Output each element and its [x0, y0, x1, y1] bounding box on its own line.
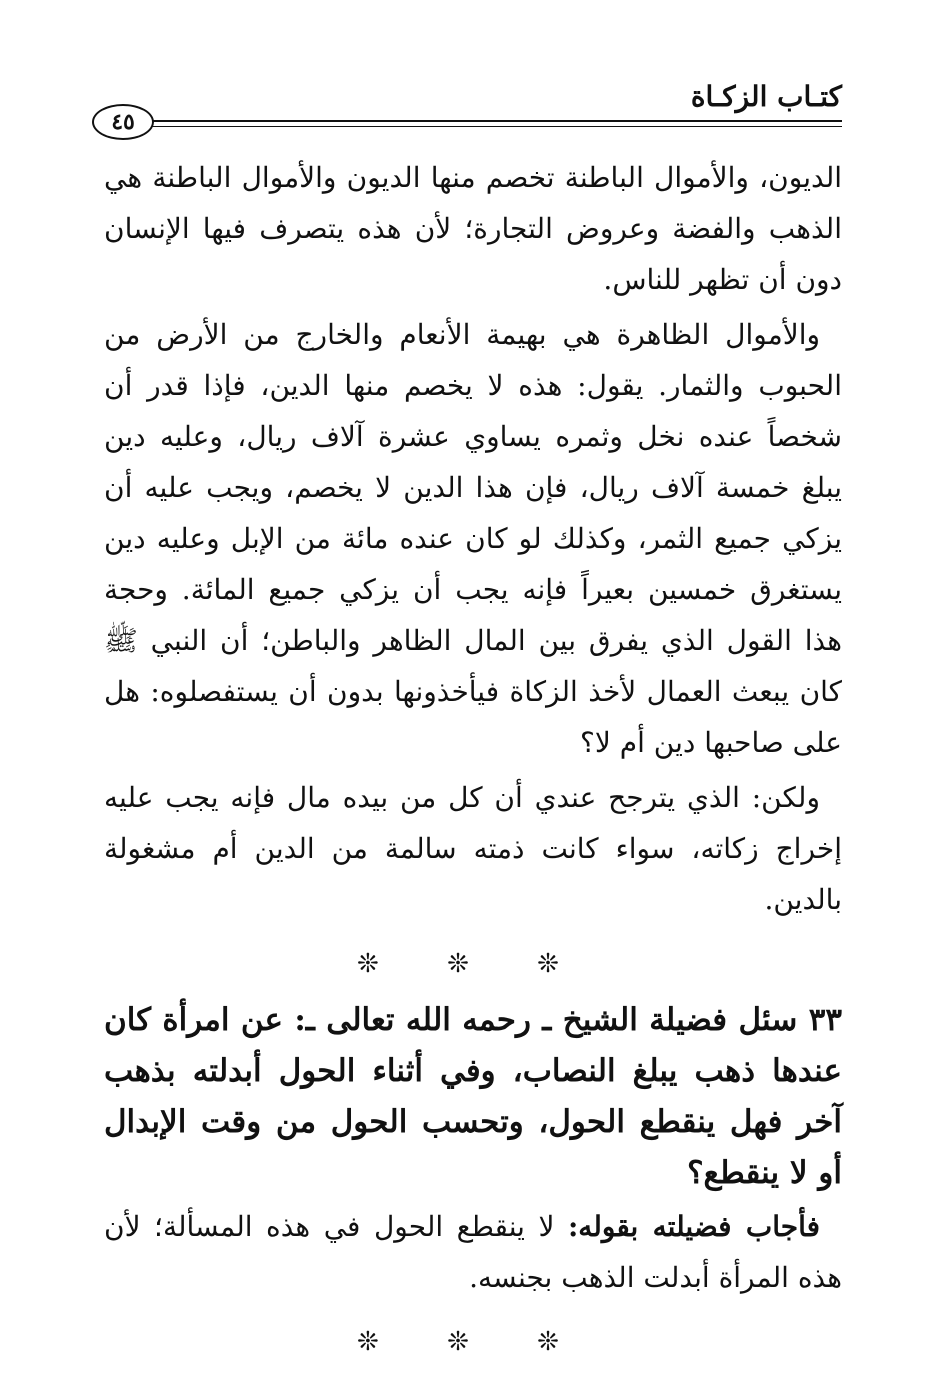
question-heading: ٣٣ سئل فضيلة الشيخ ـ رحمه الله تعالى ـ: عن امرأة كان عندها ذهب يبلغ النصاب، وفي أثناء الحول أبدلته بذهب آخر فهل ينقطع الحول، وتحسب الحول من وقت الإبدال أو لا ينقطع؟ [104, 1002, 842, 1191]
page-header [92, 74, 842, 144]
header-rule [150, 120, 842, 122]
paragraph: ولكن: الذي يترجح عندي أن كل من بيده مال فإنه يجب عليه إخراج زكاته، سواء كانت ذمته سالمة من الدين أم مشغولة بالدين. [104, 781, 842, 916]
page-number: ٤٥ [92, 104, 154, 140]
paragraph: الديون، والأموال الباطنة تخصم منها الديون والأموال الباطنة هي الذهب والفضة وعروض التجارة؛ لأن هذه يتصرف فيها الإنسان دون أن تظهر للناس. [104, 161, 842, 296]
section-separator-end: ❊ ❊ ❊ [357, 1327, 589, 1357]
section-separator: ❊ ❊ ❊ [357, 949, 589, 979]
header-rule-thin [150, 126, 842, 127]
answer-lead: فأجاب فضيلته بقوله: [567, 1210, 820, 1243]
answer-text: لا ينقطع الحول في هذه المسألة؛ لأن هذه المرأة أبدلت الذهب بجنسه. [104, 1210, 842, 1294]
page-body [104, 152, 842, 1373]
paragraph: والأموال الظاهرة هي بهيمة الأنعام والخارج من الأرض من الحبوب والثمار. يقول: هذه لا يخصم منها الدين، فإذا قدر أن شخصاً عنده نخل وثمره يساوي عشرة آلاف ريال، وعليه دين يبلغ خمسة آلاف ريال، فإن هذا الدين لا يخصم، ويجب عليه أن يزكي جميع الثمر، وكذلك لو كان عنده مائة من الإبل وعليه دين يستغرق خمسين بعيراً فإنه يجب أن يزكي جميع المائة. وحجة هذا القول الذي يفرق بين المال الظاهر والباطن؛ أن النبي ﷺ كان يبعث العمال لأخذ الزكاة فيأخذونها بدون أن يستفصلوه: هل على صاحبها دين أم لا؟ [104, 318, 842, 759]
answer-paragraph [104, 1201, 842, 1303]
book-title: كتـاب الزكـاة [690, 80, 842, 113]
